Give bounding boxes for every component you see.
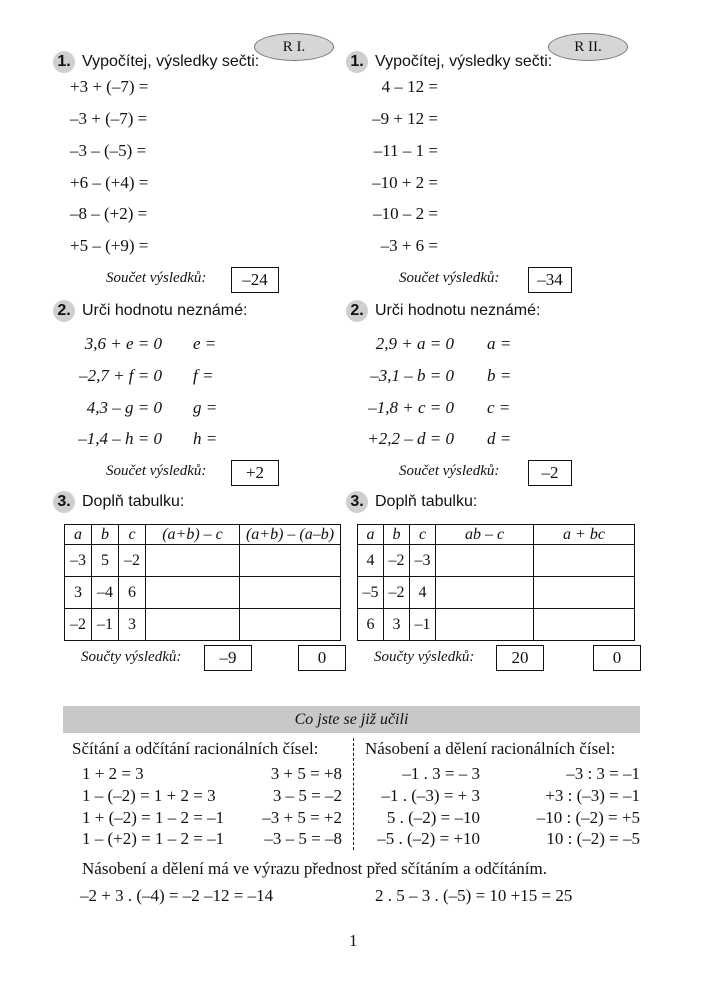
rule-line	[515, 808, 640, 828]
exercise-title: Doplň tabulku:	[375, 493, 478, 510]
table-row	[65, 577, 341, 609]
sum-label: Součet výsledků:	[399, 270, 500, 286]
table-cell: –1	[92, 609, 119, 641]
equation-text: –2,7 + f = 0	[79, 366, 162, 385]
table-cell: –5	[358, 577, 384, 609]
unknown-answer: a =	[487, 334, 512, 353]
equation-text: 3,6 + e = 0	[84, 334, 162, 353]
rule-line: 1 – (+2) = 1 – 2 = –1	[82, 829, 225, 848]
rule-text: –10 : (–2) = +5	[536, 808, 640, 827]
table-row	[65, 545, 341, 577]
fill-table	[64, 524, 341, 641]
table-row	[65, 609, 341, 641]
rule-line	[362, 786, 480, 806]
expression: –3 – (–5) =	[70, 141, 147, 160]
unknown-answer: g =	[193, 398, 218, 417]
answer-cell[interactable]	[534, 577, 635, 609]
answer-cell[interactable]	[436, 577, 534, 609]
table-cell: –2	[119, 545, 146, 577]
summary-right-title: Násobení a dělení racionálních čísel:	[365, 739, 616, 758]
expression-text: –11 – 1 =	[373, 141, 438, 160]
table-cell: –2	[65, 609, 92, 641]
sum-box: –9	[204, 645, 252, 671]
unknown-answer: b =	[487, 366, 512, 385]
column-divider	[353, 738, 354, 850]
page-number: 1	[349, 931, 358, 950]
sum-box: +2	[231, 460, 279, 486]
equation	[70, 398, 162, 418]
equation	[70, 334, 162, 354]
rule-text: –3 – 5 = –8	[264, 829, 342, 848]
sum-box: 0	[593, 645, 641, 671]
table-cell: –2	[384, 545, 410, 577]
rule-line	[250, 764, 342, 784]
rule-line: 1 + (–2) = 1 – 2 = –1	[82, 808, 225, 827]
expression-text: –9 + 12 =	[372, 109, 438, 128]
rule-text: 10 : (–2) = –5	[546, 829, 640, 848]
table-row	[358, 545, 635, 577]
unknown-answer: h =	[193, 429, 218, 448]
table-header: c	[119, 525, 146, 545]
exercise-title: Urči hodnotu neznámé:	[375, 302, 541, 319]
expression-text: –10 + 2 =	[372, 173, 438, 192]
expression	[360, 236, 438, 256]
exercise-title: Urči hodnotu neznámé:	[82, 302, 248, 319]
answer-cell[interactable]	[146, 545, 240, 577]
precedence-rule: Násobení a dělení má ve výrazu přednost před sčítáním a odčítáním.	[82, 859, 547, 878]
table-cell: 4	[358, 545, 384, 577]
table-header: c	[410, 525, 436, 545]
answer-cell[interactable]	[146, 609, 240, 641]
table-header: a + bc	[534, 525, 635, 545]
sum-box: 20	[496, 645, 544, 671]
equation-text: +2,2 – d = 0	[367, 429, 454, 448]
rule-text: 3 + 5 = +8	[270, 764, 342, 783]
table-header: (a+b) – c	[146, 525, 240, 545]
table-cell: –3	[410, 545, 436, 577]
table-header: a	[65, 525, 92, 545]
sum-box: –24	[231, 267, 279, 293]
rule-text: –3 : 3 = –1	[566, 764, 640, 783]
rule-text: +3 : (–3) = –1	[545, 786, 640, 805]
sum-box: –34	[528, 267, 572, 293]
answer-cell[interactable]	[436, 545, 534, 577]
sum-label: Součty výsledků:	[81, 649, 182, 665]
summary-banner: Co jste se již učili	[63, 706, 640, 733]
exercise-number: 3.	[346, 491, 368, 513]
answer-cell[interactable]	[240, 577, 341, 609]
expression	[360, 141, 438, 161]
expression: +5 – (+9) =	[70, 236, 149, 255]
table-cell: 4	[410, 577, 436, 609]
expression-text: 4 – 12 =	[381, 77, 438, 96]
summary-left-title: Sčítání a odčítání racionálních čísel:	[72, 739, 319, 758]
table-cell: 6	[358, 609, 384, 641]
variant-badge-right: R II.	[548, 33, 628, 61]
equation-text: 4,3 – g = 0	[86, 398, 162, 417]
rule-text: 3 – 5 = –2	[272, 786, 342, 805]
exercise-number: 1.	[346, 51, 368, 73]
equation	[360, 429, 454, 449]
expression: +3 + (–7) =	[70, 77, 149, 96]
table-cell: 3	[384, 609, 410, 641]
equation	[360, 366, 454, 386]
sum-label: Součet výsledků:	[106, 270, 207, 286]
expression	[360, 173, 438, 193]
rule-text: –1 . 3 = – 3	[402, 764, 480, 783]
table-cell: –2	[384, 577, 410, 609]
variant-badge-left: R I.	[254, 33, 334, 61]
rule-line	[362, 764, 480, 784]
table-cell: 3	[65, 577, 92, 609]
exercise-title: Vypočítej, výsledky sečti:	[375, 53, 553, 70]
answer-cell[interactable]	[240, 545, 341, 577]
rule-text: 5 . (–2) = –10	[386, 808, 480, 827]
table-cell: –4	[92, 577, 119, 609]
sum-label: Součty výsledků:	[374, 649, 475, 665]
rule-text: –3 + 5 = +2	[262, 808, 342, 827]
unknown-answer: c =	[487, 398, 511, 417]
expression: +6 – (+4) =	[70, 173, 149, 192]
expression-text: –10 – 2 =	[373, 204, 438, 223]
expression-text: –3 + 6 =	[380, 236, 438, 255]
exercise-number: 3.	[53, 491, 75, 513]
table-header: a	[358, 525, 384, 545]
example-expression: –2 + 3 . (–4) = –2 –12 = –14	[80, 886, 274, 905]
table-cell: 3	[119, 609, 146, 641]
equation-text: –1,4 – h = 0	[78, 429, 162, 448]
table-header: b	[92, 525, 119, 545]
expression: –8 – (+2) =	[70, 204, 148, 223]
table-header: (a+b) – (a–b)	[240, 525, 341, 545]
sum-box: 0	[298, 645, 346, 671]
answer-cell[interactable]	[534, 545, 635, 577]
fill-table	[357, 524, 635, 641]
table-cell: 6	[119, 577, 146, 609]
rule-line	[250, 786, 342, 806]
example-expression: 2 . 5 – 3 . (–5) = 10 +15 = 25	[375, 886, 573, 905]
equation-text: –3,1 – b = 0	[370, 366, 454, 385]
rule-text: –1 . (–3) = + 3	[381, 786, 480, 805]
exercise-number: 2.	[346, 300, 368, 322]
unknown-answer: f =	[193, 366, 214, 385]
expression: –3 + (–7) =	[70, 109, 148, 128]
sum-box: –2	[528, 460, 572, 486]
table-cell: –3	[65, 545, 92, 577]
table-cell: 5	[92, 545, 119, 577]
rule-line	[362, 808, 480, 828]
unknown-answer: d =	[487, 429, 512, 448]
sum-label: Součet výsledků:	[399, 463, 500, 479]
expression	[360, 109, 438, 129]
rule-line	[362, 829, 480, 849]
answer-cell[interactable]	[146, 577, 240, 609]
equation-text: –1,8 + c = 0	[368, 398, 454, 417]
rule-text: –5 . (–2) = +10	[377, 829, 480, 848]
rule-line	[515, 786, 640, 806]
answer-cell[interactable]	[436, 609, 534, 641]
equation	[360, 334, 454, 354]
table-header: b	[384, 525, 410, 545]
rule-line	[515, 764, 640, 784]
expression	[360, 77, 438, 97]
equation	[70, 366, 162, 386]
answer-cell[interactable]	[534, 609, 635, 641]
table-header: ab – c	[436, 525, 534, 545]
equation	[360, 398, 454, 418]
table-cell: –1	[410, 609, 436, 641]
equation	[70, 429, 162, 449]
sum-label: Součet výsledků:	[106, 463, 207, 479]
exercise-title: Doplň tabulku:	[82, 493, 185, 510]
rule-line	[250, 808, 342, 828]
equation-text: 2,9 + a = 0	[375, 334, 454, 353]
rule-line: 1 – (–2) = 1 + 2 = 3	[82, 786, 216, 805]
table-row	[358, 609, 635, 641]
rule-line	[250, 829, 342, 849]
rule-line: 1 + 2 = 3	[82, 764, 144, 783]
expression	[360, 204, 438, 224]
exercise-number: 1.	[53, 51, 75, 73]
table-row	[358, 577, 635, 609]
exercise-title: Vypočítej, výsledky sečti:	[82, 53, 260, 70]
rule-line	[515, 829, 640, 849]
answer-cell[interactable]	[240, 609, 341, 641]
exercise-number: 2.	[53, 300, 75, 322]
unknown-answer: e =	[193, 334, 217, 353]
